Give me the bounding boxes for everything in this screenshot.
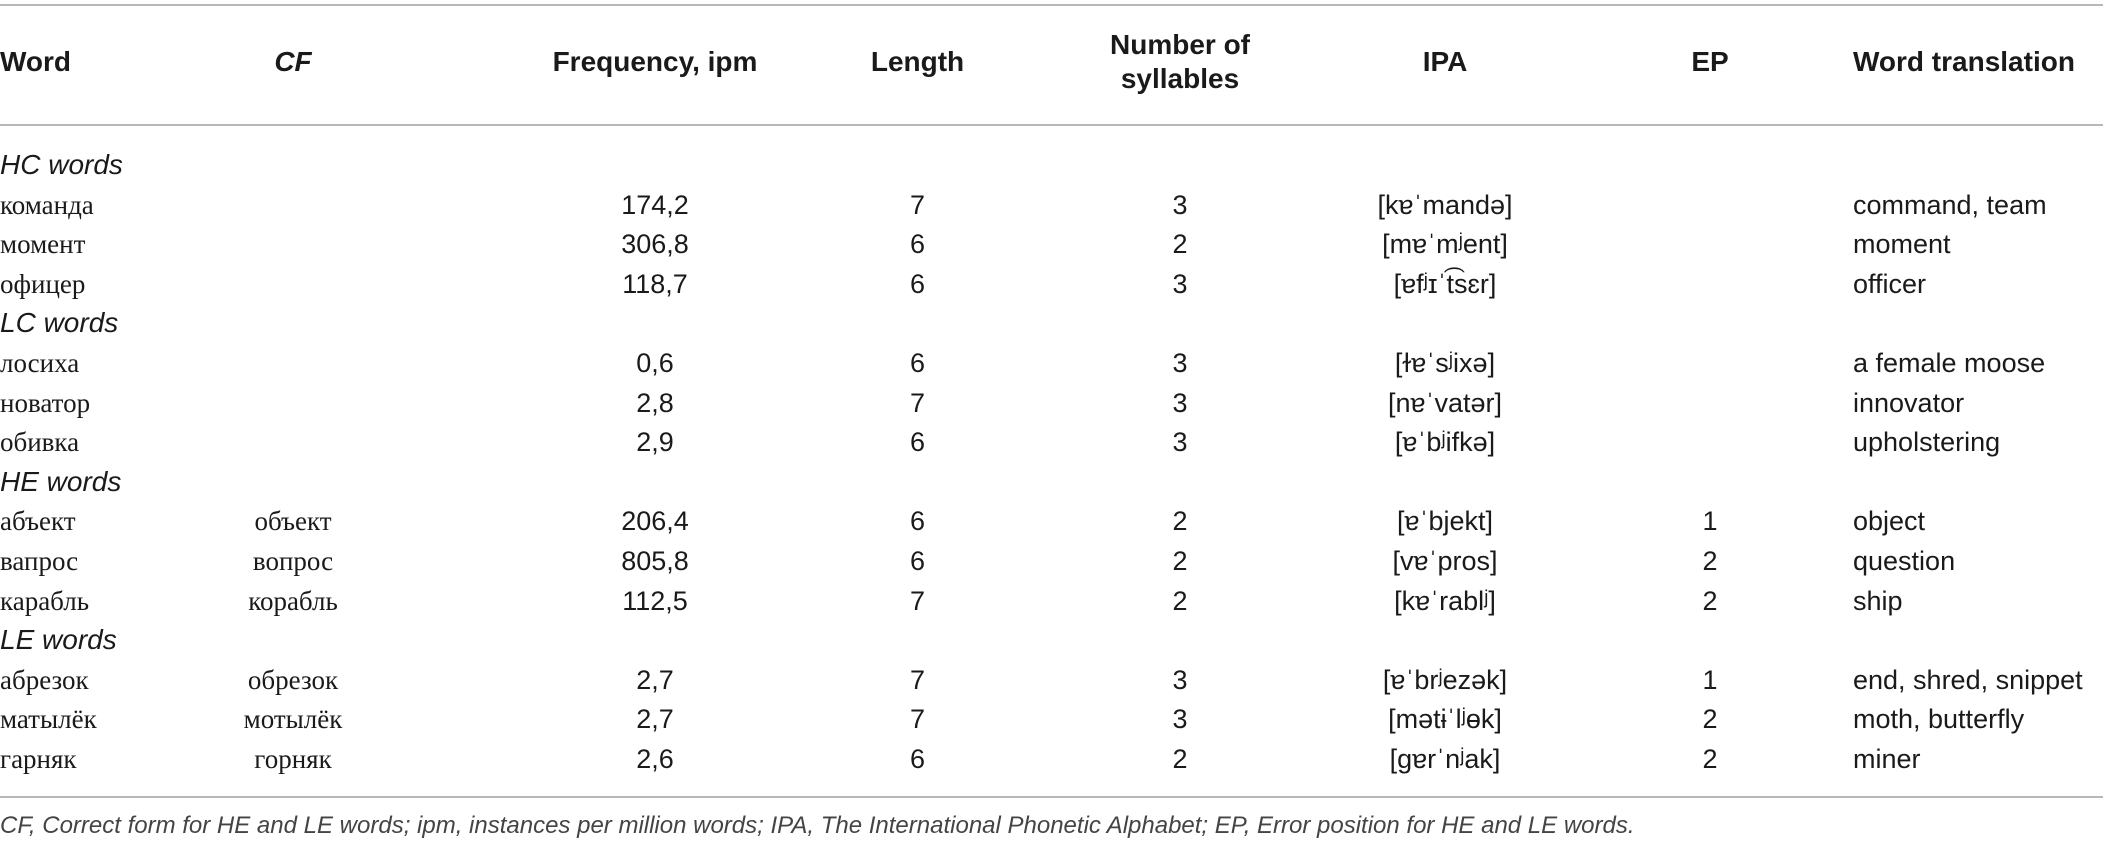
cell-cf	[173, 422, 413, 462]
cell-translation: upholstering	[1853, 427, 2001, 457]
header-syllables-line2: syllables	[1120, 63, 1240, 94]
group-row	[0, 145, 2103, 185]
table-row	[0, 699, 2103, 739]
cell-frequency: 306,8	[621, 229, 689, 259]
cell-ep: 1	[1702, 506, 1718, 536]
cell-frequency: 2,7	[636, 704, 674, 734]
cell-translation: a female moose	[1853, 348, 2046, 378]
cell-cf	[173, 343, 413, 383]
table-row	[0, 422, 2103, 462]
cell-cf	[173, 185, 413, 225]
cell-length: 6	[909, 229, 926, 259]
cell-ipa: [ɐˈbrʲezək]	[1382, 665, 1508, 695]
cell-syllables: 3	[1172, 190, 1188, 220]
cell-ipa: [nɐˈvatər]	[1387, 388, 1503, 418]
cell-translation: moment	[1853, 229, 1951, 259]
table-row	[0, 501, 2103, 541]
cell-frequency: 206,4	[621, 506, 689, 536]
cell-word: офицер	[0, 269, 86, 299]
cell-frequency: 2,6	[636, 744, 674, 774]
cell-length: 7	[909, 388, 926, 418]
cell-cf: обрезок	[247, 665, 339, 695]
header-cf: CF	[274, 46, 312, 77]
header-translation: Word translation	[1853, 46, 2075, 77]
cell-length: 7	[909, 586, 926, 616]
table-row	[0, 541, 2103, 581]
cell-length: 6	[909, 744, 926, 774]
cell-ep	[1640, 264, 1780, 304]
cell-cf: корабль	[248, 586, 338, 616]
cell-ep: 1	[1702, 665, 1718, 695]
header-length: Length	[870, 46, 965, 77]
table-row	[0, 185, 2103, 225]
cell-syllables: 2	[1172, 229, 1188, 259]
header-syllables-line1: Number of	[1110, 29, 1250, 60]
group-label: LC words	[0, 307, 119, 338]
cell-length: 7	[909, 665, 926, 695]
header-rule	[0, 124, 2103, 126]
table-bottom-rule	[0, 796, 2103, 798]
cell-length: 7	[909, 190, 926, 220]
cell-word: обивка	[0, 427, 80, 457]
group-label: HC words	[0, 149, 123, 180]
cell-frequency: 805,8	[621, 546, 689, 576]
cell-word: момент	[0, 229, 86, 259]
table-row	[0, 224, 2103, 264]
cell-length: 6	[909, 427, 926, 457]
cell-syllables: 2	[1172, 546, 1188, 576]
cell-frequency: 0,6	[636, 348, 674, 378]
cell-translation: officer	[1853, 269, 1927, 299]
cell-ipa: [gɐrˈnʲak]	[1389, 744, 1501, 774]
cell-ipa: [kɐˈmandə]	[1377, 190, 1513, 220]
cell-cf	[173, 224, 413, 264]
cell-syllables: 3	[1172, 427, 1188, 457]
cell-word: новатор	[0, 388, 91, 418]
table-top-rule	[0, 4, 2103, 6]
cell-syllables: 3	[1172, 388, 1188, 418]
cell-ipa: [mətɨˈlʲɵk]	[1388, 704, 1502, 734]
cell-frequency: 174,2	[621, 190, 689, 220]
cell-syllables: 2	[1172, 586, 1188, 616]
cell-translation: question	[1853, 546, 1956, 576]
header-syllables	[1060, 24, 1300, 100]
group-row	[0, 462, 2103, 502]
cell-syllables: 3	[1172, 269, 1188, 299]
cell-translation: ship	[1853, 586, 1903, 616]
cell-ep	[1640, 383, 1780, 423]
cell-syllables: 2	[1172, 506, 1188, 536]
cell-translation: object	[1853, 506, 1926, 536]
cell-word: вапрос	[0, 546, 79, 576]
cell-frequency: 118,7	[622, 269, 688, 299]
header-frequency: Frequency, ipm	[552, 46, 758, 77]
cell-translation: miner	[1853, 744, 1921, 774]
cell-length: 6	[909, 348, 926, 378]
cell-ipa: [kɐˈrablʲ]	[1394, 586, 1496, 616]
cell-ep	[1640, 185, 1780, 225]
cell-ep	[1640, 422, 1780, 462]
cell-ep: 2	[1702, 546, 1718, 576]
cell-cf: объект	[254, 506, 332, 536]
table-row	[0, 383, 2103, 423]
cell-ep: 2	[1702, 744, 1718, 774]
cell-syllables: 3	[1172, 665, 1188, 695]
cell-cf: мотылёк	[243, 704, 343, 734]
cell-translation: innovator	[1853, 388, 1965, 418]
cell-word: карабль	[0, 586, 90, 616]
cell-ep: 2	[1702, 586, 1718, 616]
cell-ipa: [ɐˈbʲifkə]	[1394, 427, 1496, 457]
header-word: Word	[0, 46, 72, 77]
cell-ep	[1640, 343, 1780, 383]
table-footnote: CF, Correct form for HE and LE words; ipm, instances per million words; IPA, The International Phonetic Alphabet; EP, Error position for HE and LE words.	[0, 812, 1635, 839]
cell-length: 6	[909, 506, 926, 536]
cell-syllables: 3	[1172, 704, 1188, 734]
cell-word: гарняк	[0, 744, 77, 774]
group-row	[0, 303, 2103, 343]
cell-cf	[173, 264, 413, 304]
cell-translation: moth, butterfly	[1853, 704, 2025, 734]
group-label: LE words	[0, 624, 117, 655]
table-row	[0, 343, 2103, 383]
table-row	[0, 581, 2103, 621]
cell-length: 6	[909, 546, 926, 576]
cell-ep: 2	[1702, 704, 1718, 734]
cell-cf	[173, 383, 413, 423]
cell-translation: end, shred, snippet	[1853, 665, 2083, 695]
cell-frequency: 2,8	[636, 388, 674, 418]
header-ep: EP	[1691, 46, 1729, 77]
cell-cf: горняк	[254, 744, 332, 774]
cell-length: 6	[909, 269, 926, 299]
cell-word: абъект	[0, 506, 76, 536]
cell-syllables: 2	[1172, 744, 1188, 774]
cell-cf: вопрос	[252, 546, 334, 576]
cell-translation: command, team	[1853, 190, 2047, 220]
cell-ipa: [mɐˈmʲent]	[1382, 229, 1508, 259]
cell-ep	[1640, 224, 1780, 264]
cell-ipa: [ɫɐˈsʲixə]	[1394, 348, 1496, 378]
cell-ipa: [ɐˈbjekt]	[1396, 506, 1494, 536]
cell-word: лосиха	[0, 348, 80, 378]
group-row	[0, 620, 2103, 660]
table-row	[0, 739, 2103, 779]
cell-frequency: 2,7	[636, 665, 674, 695]
cell-word: абрезок	[0, 665, 89, 695]
cell-ipa: [vɐˈpros]	[1392, 546, 1498, 576]
cell-syllables: 3	[1172, 348, 1188, 378]
table-row	[0, 660, 2103, 700]
table-row	[0, 264, 2103, 304]
group-label: HE words	[0, 466, 122, 497]
cell-word: матылёк	[0, 704, 97, 734]
cell-frequency: 112,5	[622, 586, 688, 616]
cell-length: 7	[909, 704, 926, 734]
cell-ipa: [ɐfʲɪˈt͡sɛr]	[1393, 269, 1497, 299]
cell-frequency: 2,9	[636, 427, 674, 457]
header-ipa: IPA	[1422, 46, 1468, 77]
cell-word: команда	[0, 190, 94, 220]
